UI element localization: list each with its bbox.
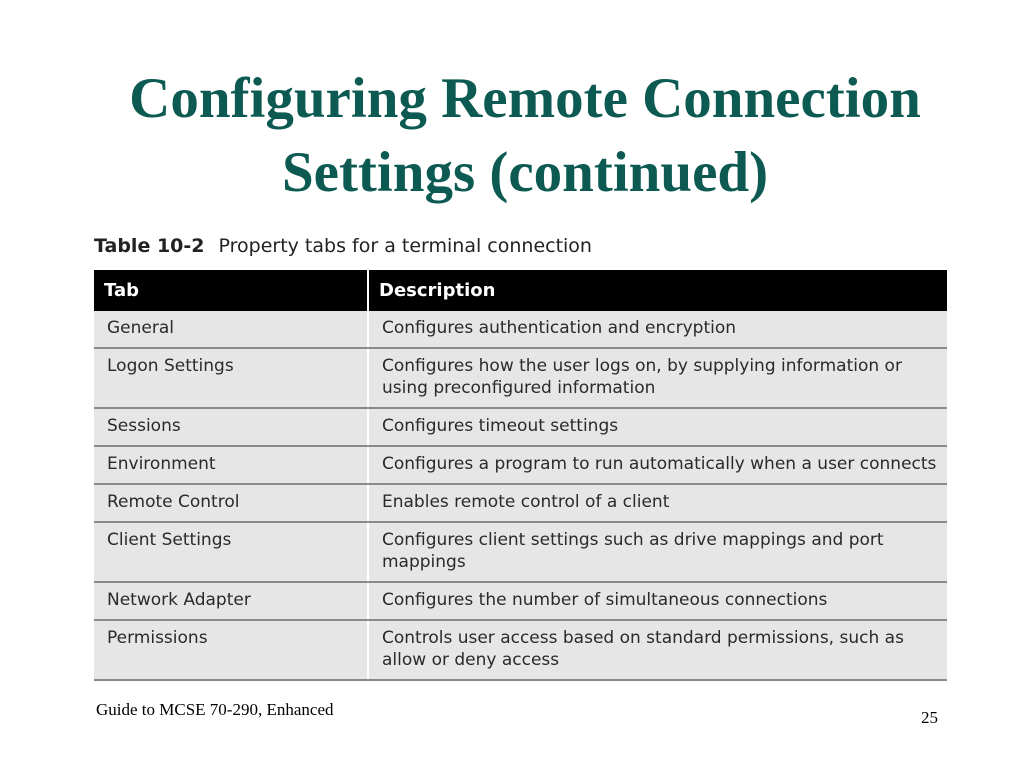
table-header-row: [94, 270, 947, 311]
table-row: [94, 348, 947, 408]
header-tab: Tab: [94, 270, 368, 311]
cell-description: Configures the number of simultaneous connections: [368, 582, 947, 620]
cell-description: Enables remote control of a client: [368, 484, 947, 522]
table-caption-text: Property tabs for a terminal connection: [218, 235, 592, 257]
table-row: [94, 311, 947, 348]
slide-title-line-1: Configuring Remote Connection: [129, 67, 921, 130]
cell-tab: Remote Control: [94, 484, 368, 522]
cell-tab: Sessions: [94, 408, 368, 446]
table-number: Table 10-2: [94, 235, 205, 257]
cell-description: Configures how the user logs on, by supplying information or using preconfigured information: [368, 348, 947, 408]
table-row: [94, 446, 947, 484]
table-row: [94, 408, 947, 446]
cell-description: Configures a program to run automatically when a user connects: [368, 446, 947, 484]
cell-description: Configures authentication and encryption: [368, 311, 947, 348]
property-tabs-table: [94, 270, 947, 681]
cell-description: Controls user access based on standard permissions, such as allow or deny access: [368, 620, 947, 680]
cell-description: Configures timeout settings: [368, 408, 947, 446]
table-row: [94, 620, 947, 680]
table-row: [94, 484, 947, 522]
cell-tab: Client Settings: [94, 522, 368, 582]
property-tabs-table-wrapper: [94, 270, 947, 681]
slide-footer: Guide to MCSE 70-290, Enhanced: [96, 700, 334, 719]
cell-tab: Logon Settings: [94, 348, 368, 408]
cell-tab: Permissions: [94, 620, 368, 680]
cell-tab: General: [94, 311, 368, 348]
slide-title: [60, 62, 990, 210]
page-number: 25: [921, 708, 938, 727]
table-row: [94, 582, 947, 620]
header-description: Description: [368, 270, 947, 311]
cell-description: Configures client settings such as drive mappings and port mappings: [368, 522, 947, 582]
table-caption: [94, 235, 592, 257]
cell-tab: Network Adapter: [94, 582, 368, 620]
slide-title-line-2: Settings (continued): [281, 141, 769, 204]
cell-tab: Environment: [94, 446, 368, 484]
table-row: [94, 522, 947, 582]
